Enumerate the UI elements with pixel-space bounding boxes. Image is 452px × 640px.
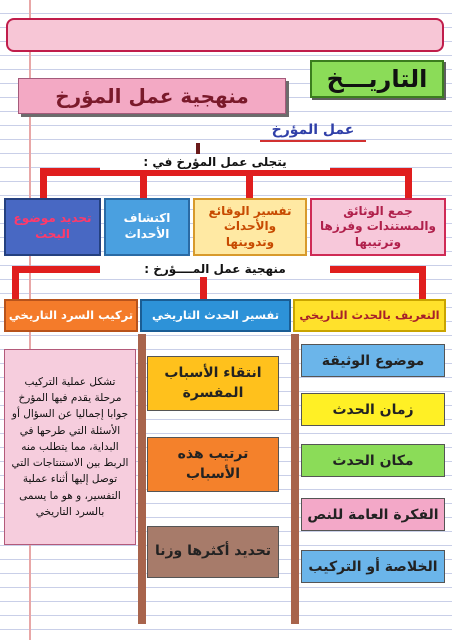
connector-drop <box>246 168 253 198</box>
collect-documents-box: جمع الوثائق والمستندات وفرزها وترتيبها <box>310 198 446 256</box>
definition-item-place: مكان الحدث <box>301 444 445 477</box>
define-event-box: التعريف بالحدث التاريخي <box>293 299 446 332</box>
connector-drop <box>405 168 412 198</box>
define-topic-box: تحديد موضوع البحث <box>4 198 101 256</box>
reason-item-select: انتقاء الأسباب المفسرة <box>147 356 279 411</box>
discover-events-box: اكتشاف الأحداث <box>104 198 190 256</box>
connector-drop <box>12 266 19 299</box>
synthesis-explanation: تشكل عملية التركيب مرحلة يقدم فيها المؤرخ جوابا إجماليا عن السؤال أو الأسئلة التي طرحها في البداية، مما يتطلب منه الربط بين الاستنتاجات التي توصل إليها أثناء عملية التفسير، و هو ما يسمى بالسرد التاريخي <box>4 349 136 545</box>
definition-item-topic: موضوع الوثيقة <box>301 344 445 377</box>
page-title: منهجية عمل المؤرخ <box>18 78 286 114</box>
connector-drop <box>140 168 147 198</box>
column-bar-right <box>291 334 299 624</box>
reason-item-order: ترتيب هذه الأسباب <box>147 437 279 492</box>
column-bar-left <box>138 334 146 624</box>
interpret-facts-box: تفسير الوقائع والأحداث وتدوينها <box>193 198 307 256</box>
connector-drop <box>419 266 426 299</box>
interpret-event-box: تفسير الحدث التاريخي <box>140 299 291 332</box>
subject-label: التاريـــخ <box>310 60 444 98</box>
connector-drop <box>40 168 47 198</box>
definition-item-idea: الفكرة العامة للنص <box>301 498 445 531</box>
synthesis-box: تركيب السرد التاريخي <box>4 299 138 332</box>
definition-item-time: زمان الحدث <box>301 393 445 426</box>
section1-caption: يتجلى عمل المؤرخ في : <box>100 154 330 170</box>
definition-item-summary: الخلاصة أو التركيب <box>301 550 445 583</box>
top-banner <box>6 18 444 52</box>
reason-item-weight: تحديد أكثرها وزنا <box>147 526 279 578</box>
historian-work-label: عمل المؤرخ <box>260 120 366 142</box>
section2-caption: منهجية عمل المــــؤرخ : <box>100 261 330 277</box>
